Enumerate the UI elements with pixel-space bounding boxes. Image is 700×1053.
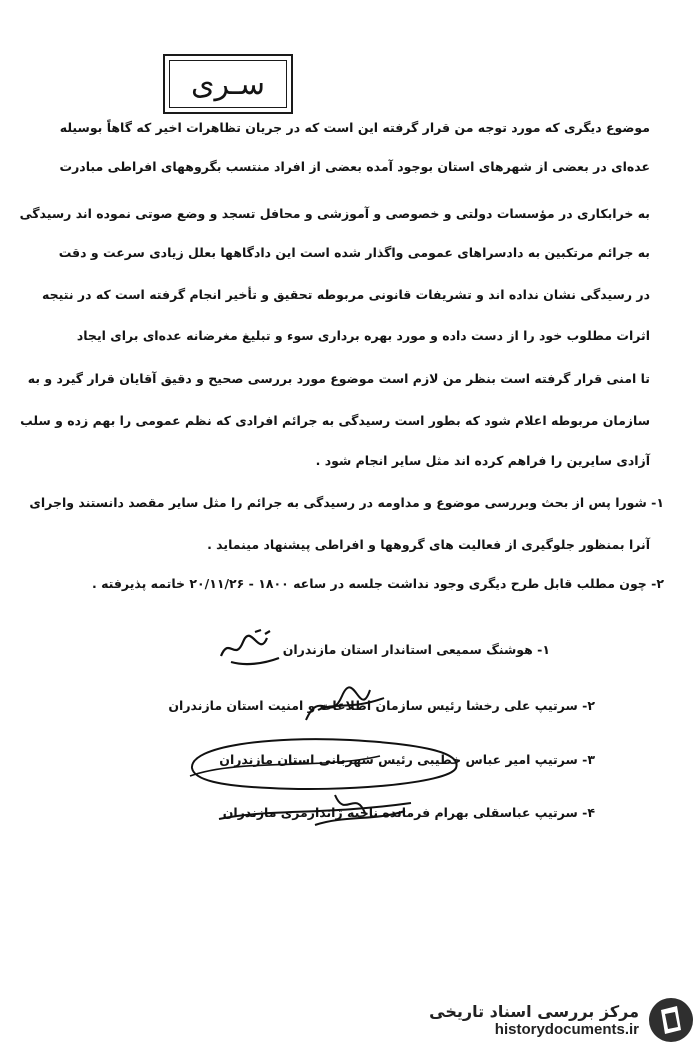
attendee-line: ۲- سرتیپ علی رخشا رئیس سازمان اطلاعات و امنیت استان مازندران (168, 698, 595, 713)
paragraph-line: به خرابکاری در مؤسسات دولتی و خصوصی و آموزشی و محافل تسجد و وضع صوتی نموده اند رسیدگی (19, 206, 650, 221)
paragraph-line: سازمان مربوطه اعلام شود که بطور است رسیدگی به جرائم افرادی که نظم عمومی را بهم زده و سلب (20, 413, 650, 428)
paragraph-line: عده‌ای در بعضی از شهرهای استان بوجود آمده بعضی از افراد منتسب بگروههای افراطی مبادرت (59, 159, 650, 174)
signature-1 (215, 628, 285, 670)
item-1-line: ۱- شورا پس از بحث وبررسی موضوع و مداومه در رسیدگی به جرائم را مثل سایر مقصد دانستند واجرای (29, 495, 664, 510)
paragraph-line: اثرات مطلوب خود را از دست داده و مورد بهره برداری سوء و تبلیغ مغرضانه عده‌ای برای ایجاد (76, 328, 650, 343)
footer-org-name: مرکز بررسی اسناد تاریخی (429, 1002, 639, 1021)
signature-2 (300, 680, 390, 730)
paragraph-line: به جرائم مرتکبین به دادسراهای عمومی واگذار شده است این دادگاهها بعلل زیادی سرعت و دقت (58, 245, 650, 260)
attendee-line: ۳- سرتیپ امیر عباس خطیبی رئیس شهربانی استان مازندران (219, 752, 595, 767)
watermark-footer (405, 990, 695, 1050)
footer-website[interactable]: historydocuments.ir (494, 1021, 639, 1038)
item-1-line: آنرا بمنظور جلوگیری از فعالیت های گروهها و افراطی پیشنهاد مینماید . (207, 537, 650, 552)
paragraph-line: موضوع دیگری که مورد توجه من قرار گرفته این است که در جریان تظاهرات اخیر که گاهاً بوسیله (59, 120, 650, 135)
classification-stamp (163, 54, 293, 114)
attendee-line: ۴- سرتیپ عباسقلی بهرام فرمانده ناحیه ژاندارمری مازندران (222, 805, 595, 820)
paragraph-line: تا امنی قرار گرفته است بنظر من لازم است موضوع مورد بررسی صحیح و دقیق آقایان قرار گیرد و به (27, 371, 650, 386)
archive-logo-icon (647, 996, 695, 1044)
attendee-line: ۱- هوشنگ سمیعی استاندار استان مازندران (282, 642, 550, 657)
paragraph-line: در رسیدگی نشان نداده اند و تشریفات قانونی مربوطه تحقیق و تأخیر انجام گرفته است که در نتیجه (42, 287, 650, 302)
paragraph-line: آزادی سایرین را فراهم کرده اند مثل سایر انجام شود . (315, 453, 650, 468)
classification-label: سـری (169, 60, 287, 108)
signature-4 (215, 785, 415, 830)
item-2-line: ۲- چون مطلب قابل طرح دیگری وجود نداشت جلسه در ساعه ۱۸۰۰ - ۲۰/۱۱/۲۶ خاتمه پذیرفته . (91, 576, 664, 591)
